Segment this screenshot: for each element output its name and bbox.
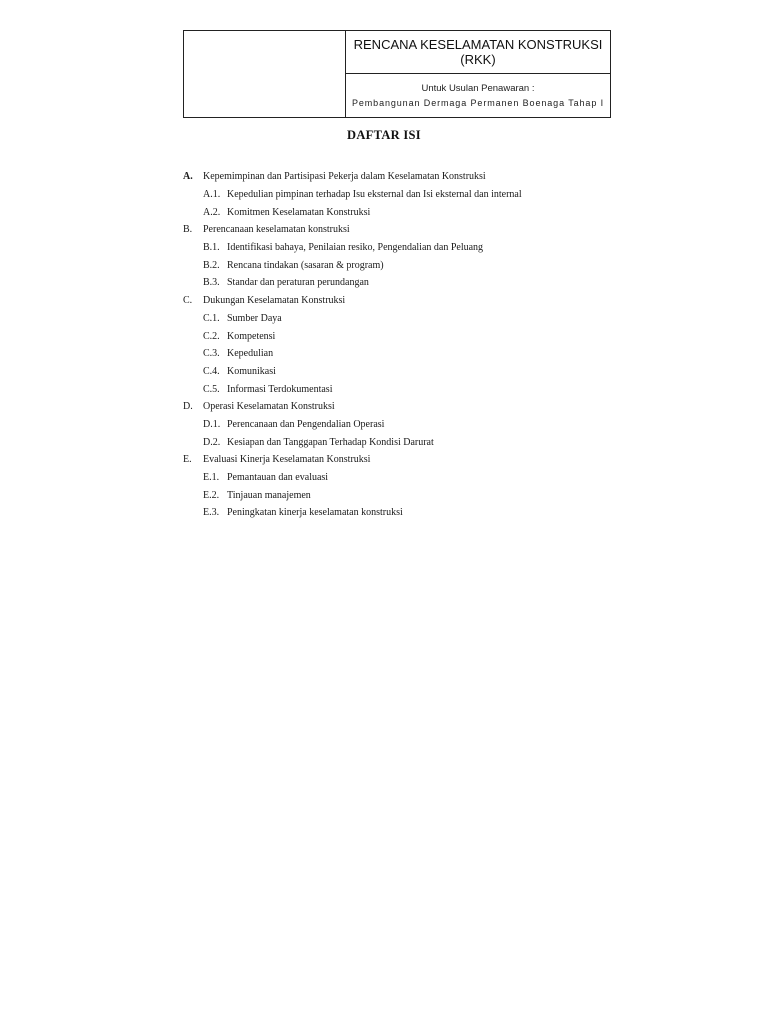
toc-item-code: A.1.: [203, 189, 221, 201]
toc-item-row: [183, 433, 603, 451]
toc-item-title: Pemantauan dan evaluasi: [227, 472, 329, 484]
toc-item-code: A.2.: [203, 206, 221, 218]
toc-item-code: B.2.: [203, 259, 220, 271]
toc-item-code: C.5.: [203, 383, 220, 395]
toc-item-title: Sumber Daya: [227, 312, 282, 324]
toc-item-row: [183, 310, 603, 328]
toc-item-row: [183, 256, 603, 274]
toc-item-title: Kompetensi: [227, 330, 276, 342]
toc-item-code: C.4.: [203, 365, 220, 377]
toc-section-title: Operasi Keselamatan Konstruksi: [203, 401, 335, 413]
toc-item-code: B.1.: [203, 242, 220, 254]
toc-item-row: [183, 203, 603, 221]
toc-item-code: D.2.: [203, 436, 221, 448]
project-name: Pembangunan Dermaga Permanen Boenaga Tahap I: [351, 97, 605, 108]
document-title: [346, 31, 610, 74]
toc-item-title: Standar dan peraturan perundangan: [227, 277, 369, 289]
toc-item-title: Rencana tindakan (sasaran & program): [227, 259, 384, 271]
toc-section-code: B.: [183, 224, 193, 236]
toc-section-title: Evaluasi Kinerja Keselamatan Konstruksi: [203, 454, 371, 466]
toc-item-code: C.3.: [203, 348, 220, 360]
toc-item-code: C.2.: [203, 330, 220, 342]
toc-section-code: C.: [183, 295, 193, 307]
toc-item-title: Perencanaan dan Pengendalian Operasi: [227, 418, 385, 430]
logo-cell: [184, 31, 346, 117]
toc-section-row: [183, 292, 603, 310]
toc-item-title: Kepedulian pimpinan terhadap Isu eksternal dan Isi eksternal dan internal: [227, 189, 522, 201]
toc-item-row: [183, 327, 603, 345]
toc-item-row: [183, 274, 603, 292]
toc-item-row: [183, 186, 603, 204]
toc-item-title: Komunikasi: [227, 365, 276, 377]
header-table: [183, 30, 611, 118]
toc-section-row: [183, 398, 603, 416]
toc-item-row: [183, 504, 603, 522]
toc-item-row: [183, 239, 603, 257]
toc-item-code: E.2.: [203, 489, 220, 501]
toc-item-row: [183, 380, 603, 398]
toc-section-title: Dukungan Keselamatan Konstruksi: [203, 295, 346, 307]
toc-section-row: [183, 168, 603, 186]
toc-item-row: [183, 469, 603, 487]
table-of-contents: [183, 168, 603, 522]
document-title-line1: RENCANA KESELAMATAN KONSTRUKSI: [353, 37, 603, 52]
document-title-line2: (RKK): [460, 52, 496, 67]
toc-item-row: [183, 416, 603, 434]
toc-item-title: Informasi Terdokumentasi: [227, 383, 333, 395]
toc-item-code: E.1.: [203, 472, 220, 484]
toc-section-code: D.: [183, 401, 193, 413]
toc-item-title: Tinjauan manajemen: [227, 489, 311, 501]
title-column: [346, 31, 610, 117]
toc-section-row: [183, 451, 603, 469]
toc-item-row: [183, 486, 603, 504]
toc-title: DAFTAR ISI: [347, 128, 421, 142]
toc-item-title: Kesiapan dan Tanggapan Terhadap Kondisi Darurat: [227, 436, 434, 448]
toc-item-code: C.1.: [203, 312, 220, 324]
toc-item-code: D.1.: [203, 418, 221, 430]
toc-item-title: Peningkatan kinerja keselamatan konstruksi: [227, 507, 403, 519]
toc-section-row: [183, 221, 603, 239]
subtitle-cell: [346, 74, 610, 117]
toc-item-title: Identifikasi bahaya, Penilaian resiko, Pengendalian dan Peluang: [227, 242, 484, 254]
toc-item-code: E.3.: [203, 507, 220, 519]
toc-section-title: Perencanaan keselamatan konstruksi: [203, 224, 350, 236]
toc-item-row: [183, 363, 603, 381]
toc-item-code: B.3.: [203, 277, 220, 289]
toc-section-code: A.: [183, 171, 193, 183]
subtitle-label: Untuk Usulan Penawaran :: [421, 82, 535, 94]
toc-item-title: Kepedulian: [227, 348, 274, 360]
toc-item-row: [183, 345, 603, 363]
toc-section-title: Kepemimpinan dan Partisipasi Pekerja dalam Keselamatan Konstruksi: [203, 171, 486, 183]
toc-item-title: Komitmen Keselamatan Konstruksi: [227, 206, 371, 218]
toc-section-code: E.: [183, 454, 192, 466]
